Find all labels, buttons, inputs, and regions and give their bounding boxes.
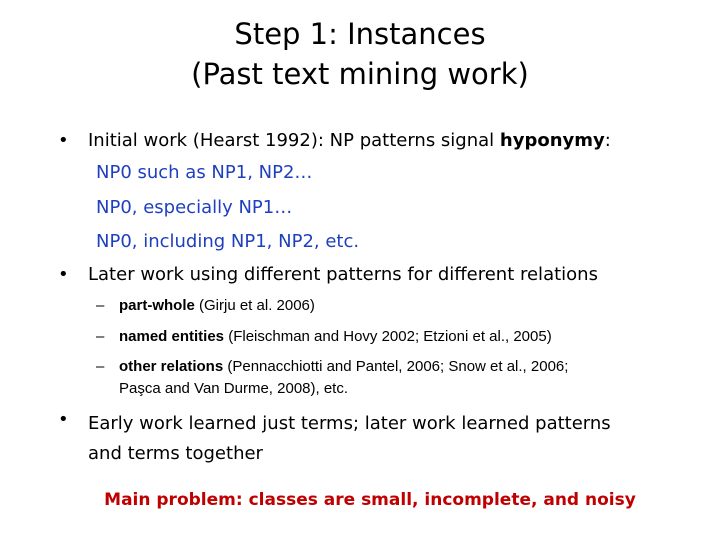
bullet-later-work-text: Later work using different patterns for different relations — [88, 264, 598, 285]
citation: (Girju et al. 2006) — [194, 297, 315, 314]
title-line-1: Step 1: Instances — [234, 17, 486, 51]
bullet-marker: • — [58, 130, 69, 151]
pattern-example-2: NP0, especially NP1… — [96, 197, 293, 218]
slide-title — [0, 14, 720, 94]
citation: (Fleischman and Hovy 2002; Etzioni et al., 2005) — [224, 328, 552, 345]
bullet-hearst-text: Initial work (Hearst 1992): NP patterns signal — [88, 130, 500, 151]
bullet-marker: • — [58, 264, 69, 285]
pattern-example-1: NP0 such as NP1, NP2… — [96, 162, 313, 183]
hyponymy-term: hyponymy — [499, 130, 605, 151]
bullet-early-work-line-2: and terms together — [88, 443, 263, 464]
sub-bullet-other-relations-continued: Paşca and Van Durme, 2008), etc. — [119, 380, 349, 397]
pattern-example-3: NP0, including NP1, NP2, etc. — [96, 231, 360, 252]
title-line-2: (Past text mining work) — [191, 57, 529, 91]
bullet-hearst-colon: : — [604, 130, 611, 151]
main-problem-callout: Main problem: classes are small, incomplete, and noisy — [104, 490, 636, 510]
sub-bullet-dash: – — [96, 297, 105, 314]
sub-bullet-dash: – — [96, 358, 105, 375]
sub-bullet-dash: – — [96, 328, 105, 345]
relation-term: other relations — [119, 358, 224, 375]
bullet-marker: • — [58, 409, 69, 430]
bullet-early-work-line-1: Early work learned just terms; later work learned patterns — [88, 413, 611, 434]
citation: (Pennacchiotti and Pantel, 2006; Snow et al., 2006; — [223, 358, 569, 375]
relation-term: part-whole — [119, 297, 195, 314]
relation-term: named entities — [119, 328, 225, 345]
